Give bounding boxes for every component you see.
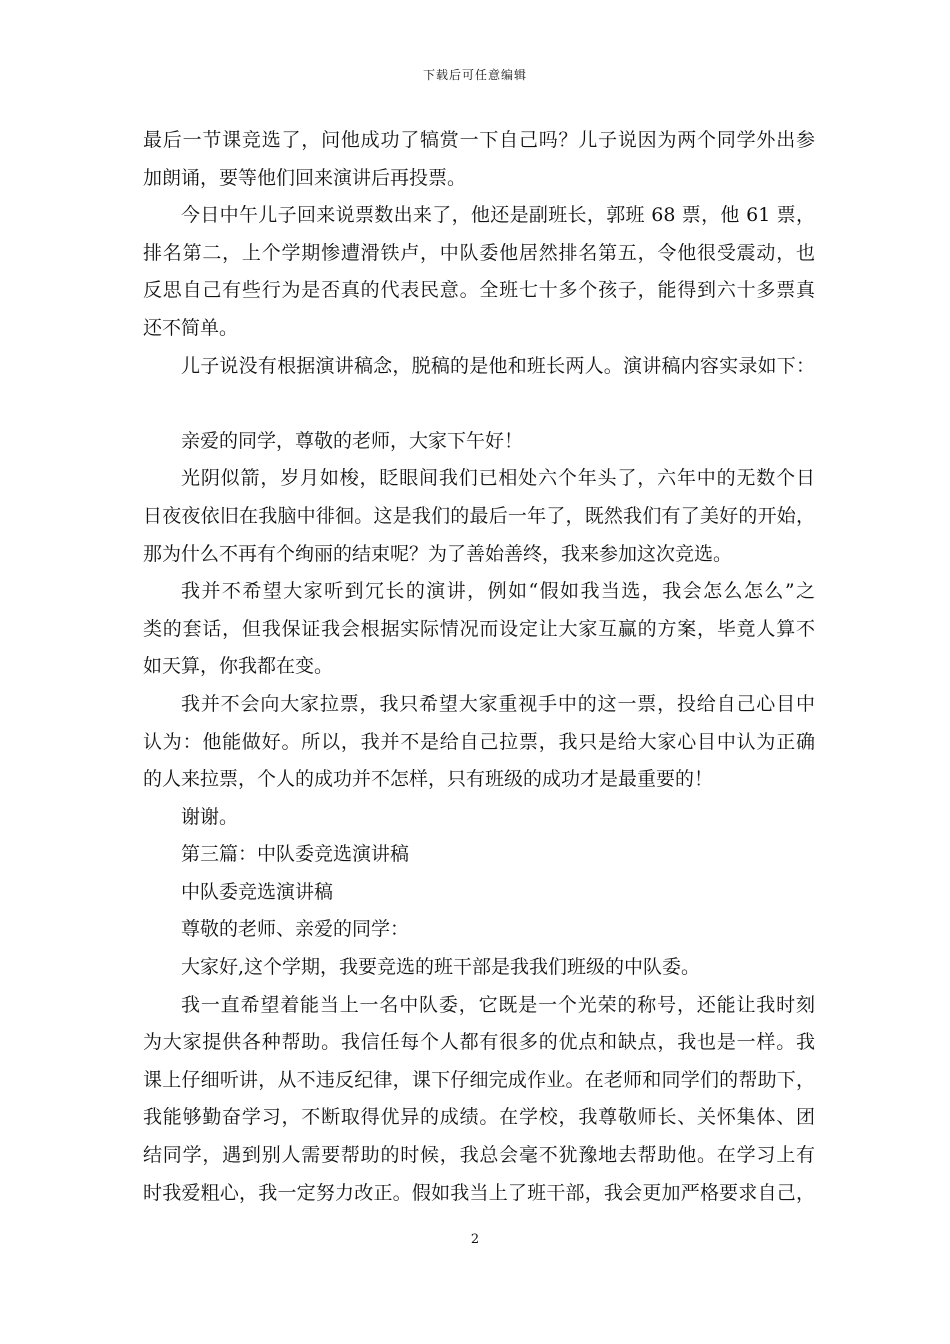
text-line: 尊敬的老师、亲爱的同学：	[181, 918, 410, 941]
text-line: 为大家提供各种帮助。我信任每个人都有很多的优点和缺点，我也是一样。我	[143, 1031, 815, 1054]
text-line: 我一直希望着能当上一名中队委，它既是一个光荣的称号，还能让我时刻	[181, 993, 815, 1016]
text-line: 我并不会向大家拉票，我只希望大家重视手中的这一票，投给自己心目中	[181, 692, 815, 715]
text-line: 今日中午儿子回来说票数出来了，他还是副班长，郭班 68 票，他 61 票，	[181, 204, 815, 227]
text-line: 如天算，你我都在变。	[143, 655, 334, 678]
text-line: 结同学，遇到别人需要帮助的时候，我总会毫不犹豫地去帮助他。在学习上有	[143, 1144, 815, 1167]
text-line: 我并不希望大家听到冗长的演讲，例如“假如我当选，我会怎么怎么”之	[181, 580, 815, 603]
text-line: 那为什么不再有个绚丽的结束呢？为了善始善终，我来参加这次竞选。	[143, 542, 733, 565]
page-header: 下载后可任意编辑	[422, 68, 527, 82]
text-line: 最后一节课竞选了，问他成功了犒赏一下自己吗？儿子说因为两个同学外出参	[143, 129, 815, 151]
text-line: 类的套话，但我保证我会根据实际情况而设定让大家互赢的方案，毕竟人算不	[143, 617, 815, 640]
text-line: 认为：他能做好。所以，我并不是给自己拉票，我只是给大家心目中认为正确	[143, 730, 815, 753]
text-line: 亲爱的同学，尊敬的老师，大家下午好！	[181, 429, 524, 452]
text-line: 儿子说没有根据演讲稿念，脱稿的是他和班长两人。演讲稿内容实录如下：	[181, 354, 815, 377]
document-body	[143, 122, 815, 1212]
text-line: 第三篇：中队委竞选演讲稿	[181, 843, 410, 866]
text-line: 时我爱粗心，我一定努力改正。假如我当上了班干部，我会更加严格要求自己，	[143, 1181, 815, 1204]
text-line: 的人来拉票，个人的成功并不怎样，只有班级的成功才是最重要的！	[143, 768, 714, 791]
text-line: 我能够勤奋学习，不断取得优异的成绩。在学校，我尊敬师长、关怀集体、团	[143, 1106, 815, 1129]
text-line: 排名第二，上个学期惨遭滑铁卢，中队委他居然排名第五，令他很受震动，也	[143, 241, 815, 264]
text-line: 中队委竞选演讲稿	[181, 880, 334, 903]
text-line: 课上仔细听讲，从不违反纪律，课下仔细完成作业。在老师和同学们的帮助下，	[143, 1068, 815, 1091]
text-line: 日夜夜依旧在我脑中徘徊。这是我们的最后一年了，既然我们有了美好的开始，	[143, 504, 815, 527]
text-line: 大家好,这个学期，我要竞选的班干部是我我们班级的中队委。	[181, 956, 701, 979]
page-number: 2	[470, 1232, 480, 1247]
text-line: 光阴似箭，岁月如梭，眨眼间我们已相处六个年头了，六年中的无数个日	[181, 467, 815, 490]
text-line: 谢谢。	[181, 805, 239, 828]
text-line: 还不简单。	[143, 316, 239, 339]
text-line: 反思自己有些行为是否真的代表民意。全班七十多个孩子，能得到六十多票真	[143, 279, 815, 302]
blank-line	[143, 385, 815, 423]
text-line: 加朗诵，要等他们回来演讲后再投票。	[143, 166, 467, 189]
